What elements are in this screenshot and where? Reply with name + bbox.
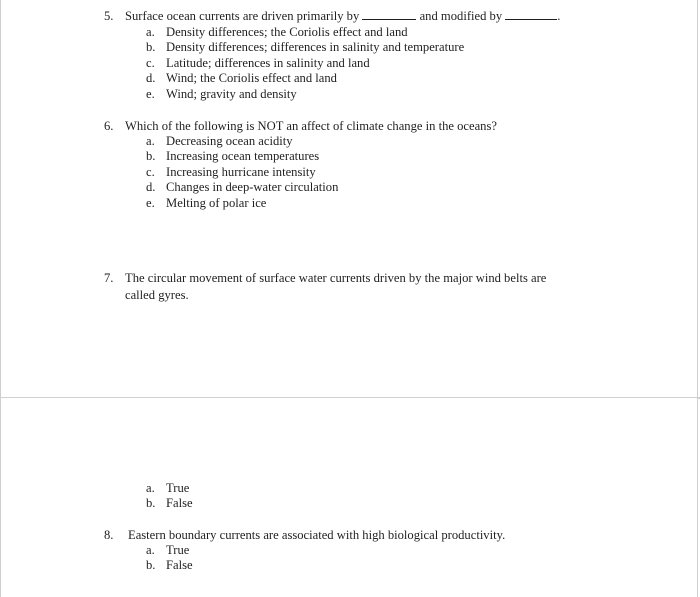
option-text: Increasing ocean temperatures xyxy=(166,149,320,163)
question-7-text-line2: called gyres. xyxy=(125,288,189,302)
option-text: Latitude; differences in salinity and land xyxy=(166,56,370,70)
question-5-number: 5. xyxy=(104,9,114,23)
answer-blank-1 xyxy=(362,8,416,20)
question-6 xyxy=(104,118,684,134)
option-letter: c. xyxy=(146,56,155,70)
option-text: True xyxy=(166,543,190,557)
option-letter: b. xyxy=(146,40,156,54)
answer-blank-2 xyxy=(505,8,557,20)
option-letter: c. xyxy=(146,165,155,179)
option-text: Decreasing ocean acidity xyxy=(166,134,293,148)
question-8-text: Eastern boundary currents are associated with high biological productivity. xyxy=(128,528,506,542)
option-text: Density differences; differences in salinity and temperature xyxy=(166,40,465,54)
option-letter: d. xyxy=(146,71,156,85)
option-text: Wind; gravity and density xyxy=(166,87,297,101)
option-text: False xyxy=(166,496,193,510)
option-letter: d. xyxy=(146,180,156,194)
question-5-text-part2: and modified by xyxy=(419,9,503,23)
question-8-number: 8. xyxy=(104,528,114,542)
question-5-text xyxy=(125,8,560,24)
question-8 xyxy=(104,527,684,543)
option-letter: b. xyxy=(146,149,156,163)
option-text: Melting of polar ice xyxy=(166,196,267,210)
option-text: False xyxy=(166,558,193,572)
question-5-text-part1: Surface ocean currents are driven primarily by xyxy=(125,9,360,23)
option-letter: b. xyxy=(146,558,156,572)
option-letter: a. xyxy=(146,481,155,495)
question-7-continuation xyxy=(125,287,625,303)
option-letter: b. xyxy=(146,496,156,510)
question-6-text: Which of the following is NOT an affect of climate change in the oceans? xyxy=(125,119,497,133)
option-text: Increasing hurricane intensity xyxy=(166,165,316,179)
question-7-number: 7. xyxy=(104,271,114,285)
option-letter: e. xyxy=(146,196,155,210)
option-letter: a. xyxy=(146,543,155,557)
document-page-bottom xyxy=(0,398,698,597)
option-text: Wind; the Coriolis effect and land xyxy=(166,71,337,85)
question-7 xyxy=(104,270,684,286)
question-5-text-end: . xyxy=(557,9,561,23)
option-text: Density differences; the Coriolis effect and land xyxy=(166,25,408,39)
option-letter: e. xyxy=(146,87,155,101)
option-text: True xyxy=(166,481,190,495)
option-letter: a. xyxy=(146,134,155,148)
option-text: Changes in deep-water circulation xyxy=(166,180,339,194)
question-6-number: 6. xyxy=(104,119,114,133)
question-7-text-line1: The circular movement of surface water currents driven by the major wind belts are xyxy=(125,271,547,285)
question-5 xyxy=(104,8,684,24)
option-letter: a. xyxy=(146,25,155,39)
